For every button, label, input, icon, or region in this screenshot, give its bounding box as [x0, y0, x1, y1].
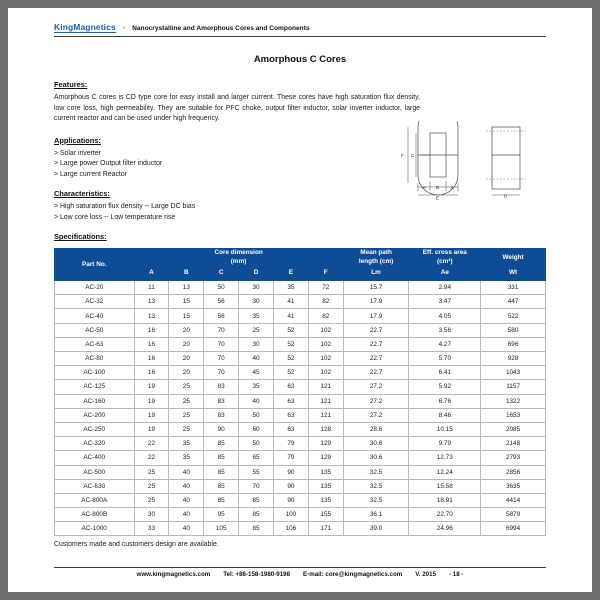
specifications-table: [54, 248, 546, 536]
cell-f: 135: [308, 479, 343, 493]
dimension-label-a1: A: [422, 185, 426, 190]
cell-lm: 28.6: [343, 422, 409, 436]
cell-f: 82: [308, 309, 343, 323]
table-row: [55, 493, 546, 507]
table-row: [55, 281, 546, 295]
page-title: Amorphous C Cores: [253, 54, 347, 65]
cell-ae: 10.15: [409, 422, 481, 436]
cell-part-no: AC-100: [55, 366, 135, 380]
cell-a: 25: [134, 479, 169, 493]
cell-part-no: AC-200: [55, 408, 135, 422]
th-mean-path-label: Mean path: [360, 249, 392, 257]
table-row: [55, 408, 546, 422]
spec-note: Customers made and customers design are available.: [54, 541, 219, 549]
table-row: [55, 309, 546, 323]
cell-f: 102: [308, 323, 343, 337]
dimension-label-c: C: [411, 153, 415, 158]
cell-part-no: AC-160: [55, 394, 135, 408]
features-text: Amorphous C cores is CD type core for easy install and larger current. These cores have high saturation flux density, low core loss, high permeability. They are suitable for PFC choke, output filter inductor, solar inverter inductor, large current reactor and can be used under high frequency.: [54, 94, 420, 122]
cell-wt: 1653: [481, 408, 546, 422]
cell-part-no: AC-500: [55, 465, 135, 479]
cell-a: 19: [134, 422, 169, 436]
cell-d: 50: [239, 408, 274, 422]
core-outline: [418, 121, 458, 195]
c-core-diagram-svg: [374, 121, 550, 203]
table-row: [55, 451, 546, 465]
cell-part-no: AC-50: [55, 323, 135, 337]
spec-table-container: [54, 248, 546, 548]
cell-ae: 4.05: [409, 309, 481, 323]
cell-c: 85: [204, 465, 239, 479]
cell-a: 19: [134, 408, 169, 422]
cell-a: 16: [134, 352, 169, 366]
cell-lm: 15.7: [343, 281, 409, 295]
header-separator: -: [122, 25, 126, 32]
cell-lm: 27.2: [343, 394, 409, 408]
cell-ae: 3.56: [409, 323, 481, 337]
cell-e: 52: [273, 337, 308, 351]
cell-lm: 22.7: [343, 366, 409, 380]
cell-part-no: AC-320: [55, 437, 135, 451]
cell-part-no: AC-630: [55, 479, 135, 493]
cell-c: 56: [204, 295, 239, 309]
cell-a: 30: [134, 508, 169, 522]
cell-c: 70: [204, 323, 239, 337]
cell-e: 41: [273, 309, 308, 323]
cell-part-no: AC-32: [55, 295, 135, 309]
header-tagline: Nanocrystalline and Amorphous Cores and Components: [132, 25, 310, 32]
table-header: [55, 249, 546, 281]
cell-ae: 3.47: [409, 295, 481, 309]
cell-lm: 39.0: [343, 522, 409, 536]
page-content: [54, 22, 546, 548]
cell-lm: 36.1: [343, 508, 409, 522]
cell-b: 35: [169, 451, 204, 465]
cell-a: 22: [134, 451, 169, 465]
cell-d: 30: [239, 281, 274, 295]
cell-f: 128: [308, 422, 343, 436]
cell-a: 16: [134, 323, 169, 337]
cell-wt: 2085: [481, 422, 546, 436]
cell-a: 11: [134, 281, 169, 295]
cell-e: 79: [273, 451, 308, 465]
cell-a: 33: [134, 522, 169, 536]
core-side-view: [492, 127, 520, 189]
cell-ae: 9.79: [409, 437, 481, 451]
cell-e: 41: [273, 295, 308, 309]
cell-ae: 12.73: [409, 451, 481, 465]
cell-a: 22: [134, 437, 169, 451]
th-part-no: Part No.: [55, 249, 135, 281]
cell-f: 129: [308, 451, 343, 465]
footer-website[interactable]: www.kingmagnetics.com: [136, 571, 211, 578]
cell-c: 83: [204, 394, 239, 408]
cell-b: 20: [169, 352, 204, 366]
th-mean-path-unit: length (cm): [358, 257, 394, 265]
cell-f: 121: [308, 394, 343, 408]
cell-b: 25: [169, 422, 204, 436]
table-row: [55, 479, 546, 493]
cell-c: 85: [204, 493, 239, 507]
cell-a: 16: [134, 366, 169, 380]
cell-d: 35: [239, 309, 274, 323]
cell-a: 13: [134, 309, 169, 323]
features-section: [54, 80, 546, 125]
list-item: > High saturation flux density -- Large DC bias: [54, 203, 196, 211]
table-row: [55, 366, 546, 380]
cell-b: 40: [169, 479, 204, 493]
cell-f: 102: [308, 366, 343, 380]
cell-d: 25: [239, 323, 274, 337]
cell-d: 30: [239, 337, 274, 351]
cell-e: 52: [273, 323, 308, 337]
cell-b: 40: [169, 493, 204, 507]
th-core-dimension: [134, 249, 343, 266]
cell-e: 63: [273, 422, 308, 436]
table-row: [55, 508, 546, 522]
cell-f: 155: [308, 508, 343, 522]
table-body: [55, 281, 546, 536]
cell-b: 20: [169, 323, 204, 337]
footer-page-number: - 18 -: [449, 571, 464, 578]
cell-a: 19: [134, 394, 169, 408]
cell-c: 50: [204, 281, 239, 295]
dimension-label-f: F: [401, 153, 404, 158]
table-row: [55, 323, 546, 337]
specifications-section: [54, 232, 546, 241]
cell-wt: 2856: [481, 465, 546, 479]
cell-lm: 32.5: [343, 465, 409, 479]
dimension-label-e: E: [436, 195, 440, 201]
cell-f: 129: [308, 437, 343, 451]
cell-c: 90: [204, 422, 239, 436]
cell-ae: 5.92: [409, 380, 481, 394]
cell-c: 83: [204, 408, 239, 422]
cell-wt: 2793: [481, 451, 546, 465]
cell-d: 40: [239, 352, 274, 366]
cell-wt: 331: [481, 281, 546, 295]
cell-ae: 6.76: [409, 394, 481, 408]
cell-b: 35: [169, 437, 204, 451]
table-row: [55, 422, 546, 436]
cell-e: 100: [273, 508, 308, 522]
cell-f: 82: [308, 295, 343, 309]
cell-lm: 32.5: [343, 493, 409, 507]
cell-wt: 4414: [481, 493, 546, 507]
cell-part-no: AC-80: [55, 352, 135, 366]
cell-e: 52: [273, 366, 308, 380]
cell-c: 56: [204, 309, 239, 323]
cell-b: 25: [169, 380, 204, 394]
cell-ae: 22.70: [409, 508, 481, 522]
cell-d: 65: [239, 451, 274, 465]
cell-wt: 447: [481, 295, 546, 309]
cell-ae: 24.96: [409, 522, 481, 536]
cell-c: 105: [204, 522, 239, 536]
cell-wt: 1043: [481, 366, 546, 380]
features-heading: Features:: [54, 80, 88, 89]
cell-lm: 22.7: [343, 337, 409, 351]
cell-e: 63: [273, 408, 308, 422]
list-item: > Low core loss -- Low temperature rise: [54, 213, 176, 221]
cell-a: 13: [134, 295, 169, 309]
th-eff-cross-unit: (cm²): [436, 257, 453, 265]
cell-c: 70: [204, 352, 239, 366]
cell-b: 15: [169, 295, 204, 309]
cell-a: 25: [134, 493, 169, 507]
cell-part-no: AC-400: [55, 451, 135, 465]
cell-wt: 6994: [481, 522, 546, 536]
cell-f: 72: [308, 281, 343, 295]
table-header-row-group: [55, 249, 546, 266]
dimension-label-b: B: [436, 185, 440, 190]
table-row: [55, 352, 546, 366]
cell-wt: 522: [481, 309, 546, 323]
cell-e: 35: [273, 281, 308, 295]
cell-f: 121: [308, 380, 343, 394]
cell-c: 85: [204, 451, 239, 465]
cell-a: 25: [134, 465, 169, 479]
cell-a: 16: [134, 337, 169, 351]
cell-d: 55: [239, 465, 274, 479]
cell-wt: 5879: [481, 508, 546, 522]
core-dimension-drawing: [374, 121, 550, 203]
th-sub-e: E: [273, 266, 308, 280]
cell-lm: 22.7: [343, 352, 409, 366]
th-eff-cross-label: Eff. cross area: [422, 249, 467, 257]
cell-d: 70: [239, 479, 274, 493]
cell-d: 35: [239, 380, 274, 394]
cell-e: 52: [273, 352, 308, 366]
th-sub-a: A: [134, 266, 169, 280]
cell-d: 40: [239, 394, 274, 408]
cell-c: 85: [204, 437, 239, 451]
cell-f: 102: [308, 337, 343, 351]
cell-wt: 928: [481, 352, 546, 366]
cell-d: 85: [239, 493, 274, 507]
th-sub-lm: Lm: [343, 266, 409, 280]
table-row: [55, 437, 546, 451]
cell-d: 85: [239, 508, 274, 522]
cell-c: 70: [204, 366, 239, 380]
cell-part-no: AC-20: [55, 281, 135, 295]
th-core-dimension-unit: (mm): [230, 257, 247, 265]
cell-c: 85: [204, 479, 239, 493]
th-eff-cross-area: [409, 249, 481, 266]
cell-c: 83: [204, 380, 239, 394]
cell-e: 63: [273, 394, 308, 408]
cell-e: 63: [273, 380, 308, 394]
cell-ae: 6.41: [409, 366, 481, 380]
cell-d: 85: [239, 522, 274, 536]
cell-ae: 2.94: [409, 281, 481, 295]
cell-e: 106: [273, 522, 308, 536]
table-row: [55, 337, 546, 351]
cell-b: 25: [169, 394, 204, 408]
cell-d: 60: [239, 422, 274, 436]
cell-ae: 4.27: [409, 337, 481, 351]
cell-wt: 1322: [481, 394, 546, 408]
cell-part-no: AC-1000: [55, 522, 135, 536]
cell-f: 121: [308, 408, 343, 422]
cell-wt: 580: [481, 323, 546, 337]
cell-wt: 2148: [481, 437, 546, 451]
applications-heading: Applications:: [54, 135, 101, 145]
cell-part-no: AC-800B: [55, 508, 135, 522]
cell-d: 50: [239, 437, 274, 451]
cell-part-no: AC-40: [55, 309, 135, 323]
dimension-label-d: D: [504, 193, 508, 199]
cell-lm: 17.9: [343, 295, 409, 309]
characteristics-heading: Characteristics:: [54, 189, 110, 199]
cell-lm: 30.6: [343, 451, 409, 465]
specifications-heading: Specifications:: [54, 232, 107, 242]
cell-f: 135: [308, 493, 343, 507]
cell-lm: 27.2: [343, 380, 409, 394]
cell-b: 13: [169, 281, 204, 295]
cell-ae: 5.70: [409, 352, 481, 366]
cell-b: 40: [169, 465, 204, 479]
cell-b: 40: [169, 522, 204, 536]
cell-wt: 3635: [481, 479, 546, 493]
th-sub-wt: Wt: [481, 266, 546, 280]
cell-part-no: AC-125: [55, 380, 135, 394]
cell-b: 20: [169, 337, 204, 351]
document-header: [54, 22, 546, 37]
cell-lm: 32.5: [343, 479, 409, 493]
cell-c: 70: [204, 337, 239, 351]
table-row: [55, 394, 546, 408]
table-row: [55, 465, 546, 479]
cell-lm: 17.9: [343, 309, 409, 323]
document-footer: [54, 567, 546, 578]
cell-part-no: AC-250: [55, 422, 135, 436]
cell-part-no: AC-800A: [55, 493, 135, 507]
cell-c: 95: [204, 508, 239, 522]
th-core-dimension-label: Core dimension: [214, 249, 263, 257]
cell-wt: 696: [481, 337, 546, 351]
characteristics-list: [54, 202, 546, 223]
footer-version: V. 2015: [415, 571, 437, 578]
th-sub-c: C: [204, 266, 239, 280]
cell-b: 40: [169, 508, 204, 522]
th-sub-ae: Ae: [409, 266, 481, 280]
list-item: > Solar inverter: [54, 149, 101, 157]
table-row: [55, 295, 546, 309]
cell-part-no: AC-63: [55, 337, 135, 351]
table-row: [55, 380, 546, 394]
cell-ae: 12.24: [409, 465, 481, 479]
cell-f: 171: [308, 522, 343, 536]
th-sub-d: D: [239, 266, 274, 280]
table-row: [55, 522, 546, 536]
cell-wt: 1157: [481, 380, 546, 394]
cell-b: 15: [169, 309, 204, 323]
cell-a: 19: [134, 380, 169, 394]
cell-f: 135: [308, 465, 343, 479]
cell-e: 90: [273, 493, 308, 507]
th-sub-b: B: [169, 266, 204, 280]
cell-d: 45: [239, 366, 274, 380]
cell-e: 90: [273, 465, 308, 479]
cell-e: 79: [273, 437, 308, 451]
cell-lm: 22.7: [343, 323, 409, 337]
cell-lm: 27.2: [343, 408, 409, 422]
cell-b: 20: [169, 366, 204, 380]
cell-ae: 18.91: [409, 493, 481, 507]
dimension-label-a2: A: [450, 185, 454, 190]
cell-e: 90: [273, 479, 308, 493]
brand-logo: KingMagnetics: [54, 22, 116, 32]
footer-tel: Tel: +86-158-1980-9198: [223, 571, 291, 578]
cell-b: 25: [169, 408, 204, 422]
th-mean-path-length: [343, 249, 409, 266]
th-sub-f: F: [308, 266, 343, 280]
cell-lm: 30.6: [343, 437, 409, 451]
cell-ae: 8.46: [409, 408, 481, 422]
th-weight: Weight: [481, 249, 546, 266]
document-page: [8, 8, 592, 592]
cell-d: 30: [239, 295, 274, 309]
footer-email[interactable]: E-mail: core@kingmagnetics.com: [303, 571, 403, 578]
cell-ae: 15.58: [409, 479, 481, 493]
list-item: > Large power Output filter inductor: [54, 160, 163, 168]
list-item: > Large current Reactor: [54, 170, 127, 178]
cell-f: 102: [308, 352, 343, 366]
